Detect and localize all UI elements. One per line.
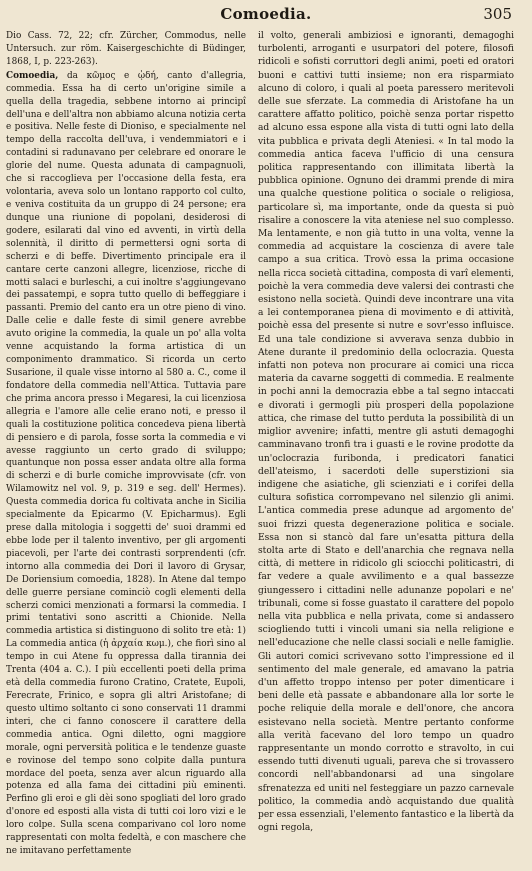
page-header	[0, 0, 532, 28]
headword: Comoedia,	[6, 70, 59, 81]
entry-comoedia	[6, 70, 246, 858]
continued-paragraph: il volto, generali ambiziosi e ignoranti, demagoghi turbolenti, arroganti e usurpatori del potere, filosofi ridicoli e sofisti corruttori degli animi, poeti ed oratori buoni e cattivi tutti insieme; non era risparmiato alcuno di coloro, i quali al poeta paressero meritevoli delle sue sferzate. La commedia di Aristofane ha un carattere affatto politico, poichè senza portar rispetto ad alcuno essa espone alla vista di tutti ogni lato della vita pubblica e privata degli Ateniesi. « In tal modo la commedia antica faceva l'ufficio di una censura politica rappresentando con illimitata libertà la pubblica opinione. Ognuno dei drammi prende di mira una qualche questione politica o sociale o religiosa, particolare sì, ma importante, onde da questa si può risalire a conoscere la vita ateniese nel suo complesso. Ma lentamente, e non già tutto in una volta, venne la commedia ad acquistare la coscienza di avere tale campo a sua critica. Trovò essa la prima occasione nella ricca società cittadina, composta di varî elementi, poichè la vera commedia deve valersi dei contrasti che esistono nella società. Quindi deve incontrare una vita a lei contemporanea piena di movimento e di attività, poichè essa del presente si nutre e sovr'esso influisce. Ed una tale condizione si avverava senza dubbio in Atene durante il predominio della oclocrazia. Questa infatti non poteva non procurare ai comici una ricca materia da cavarne soggetti di commedia. E realmente in pochi anni la democrazia ebbe a tal segno intaccati e divorati i germogli più prosperi della popolazione attica, che rimase del tutto perduta la possibilità di un miglior avvenire; infatti, mentre gli astuti demagoghi camminavano tronfi tra i guasti e le rovine prodotte da un'oclocrazia furibonda, i predicatori fanatici dell'ateismo, i sacerdoti delle superstizioni sia indigene che asiatiche, gli scienziati e i corifei della cultura sofistica corrompevano nel silenzio gli animi. L'antica commedia prese adunque ad argomento de' suoi frizzi questa degenerazione politica e sociale. Essa non si stancò dal fare un'esatta pittura della stolta arte di Stato e dell'anarchia che regnava nella città, di mettere in ridicolo gli sciocchi politicastri, di far vedere a quale avvilimento e a qual bassezze giungessero i cittadini nelle adunanze popolari e ne' tribunali, come si fosse guastato il carattere del popolo nella vita pubblica e nella privata, come si andassero sciogliendo tutti i vincoli umani sia nella religione e nell'educazione che nelle classi sociali e nelle famiglie. Gli autori comici scrivevano sotto l'impressione ed il sentimento del male generale, ed amavano la patria d'un affetto troppo intenso per poter dimenticare i beni delle età passate e abbandonare alla lor sorte le poche reliquie della morale e dell'onore, che ancora esistevano nella società. Mentre pertanto conforme alla verità facevano del loro tempo un quadro rappresentante un mondo corrotto e stravolto, in cui essendo tutti divenuti uguali, pareva che si trovassero concordi nell'abbandonarsi ad una singolare sfrenatezza ed uniti nel festeggiare un pazzo carnevale politico, la commedia andò acquistando due qualità per essa essenziali, l'elemento fantastico e la libertà da ogni regola,	[258, 31, 514, 834]
running-title: Comoedia.	[220, 5, 312, 23]
page-number: 305	[483, 5, 512, 23]
reference-paragraph: Dio Cass. 72, 22; cfr. Zürcher, Commodus, nelle Untersuch. zur röm. Kaisergeschichte di Büdinger, 1868, I, p. 223-263).	[6, 31, 246, 67]
right-column	[258, 30, 514, 835]
left-column	[6, 30, 246, 858]
entry-body: da κῶμος e ᾠδή, canto d'allegria, commedia. Essa ha di certo un'origine simile a quella della tragedia, sebbene intorno ai principî dell'una e dell'altra non abbiamo alcuna notizia certa e positiva. Nelle feste di Dioniso, e specialmente nel tempo della raccolta dell'uva, i vendemmiatori e i contadini si radunavano per celebrare ed onorare le glorie del nume. Questa adunata di campagnuoli, che si raccoglieva per l'occasione della festa, era volontaria, aveva solo un lontano rapporto col culto, e veniva costituita da un gruppo di 24 persone; era dunque una riunione di popolani, desiderosi di godere, esilarati dal vino ed avventi, in virtù della solennità, il diritto di permettersi ogni sorta di scherzi e di beffe. Divertimento principale era il cantare certe canzoni allegre, licenziose, ricche di motti salaci e burleschi, a cui inoltre s'aggiungevano dei passatempi, e sopra tutto quello di beffeggiare i passanti. Premio del canto era un otre pieno di vino. Dalle celie e dalle feste di simil genere avrebbe avuto origine la commedia, la quale un po' alla volta venne acquistando la forma artistica di un componimento drammatico. Si ricorda un certo Susarione, il quale visse intorno al 580 a. C., come il fondatore della commedia nell'Attica. Tuttavia pare che prima ancora presso i Megaresi, la cui licenziosa allegria e l'amore alle celie erano noti, e presso il quali la costituzione politica concedeva piena libertà di pensiero e di parola, fosse sorta la commedia e vi avesse raggiunto un certo grado di sviluppo; quantunque non possa esser andata oltre alla forma di scherzi e di burle comiche improvvisate (cfr. von Wilamowitz nel vol. 9, p. 319 e seg. dell' Hermes). Questa commedia dorica fu coltivata anche in Sicilia specialmente da Epicarmo (V. Epicharmus). Egli prese dalla mitologia i soggetti de' suoi drammi ed ebbe lode per il talento inventivo, per gli argomenti piacevoli, per l'arte dei contrasti sorprendenti (cfr. intorno alla commedia dei Dori il lavoro di Grysar, De Doriensium comoedia, 1828). In Atene dal tempo delle guerre persiane cominciò cogli elementi della scherzi comici menzionati a formarsi la commedia. I primi tentativi sono ascritti a Chionide. Nella commedia artistica si distinguono di solito tre età: 1) La commedia antica (ἡ ἀρχαία κωμ.), che fiorì sino al tempo in cui Atene fu oppressa dalla tirannia dei Trenta (404 a. C.). I più eccellenti poeti della prima età della commedia furono Cratino, Cratete, Eupoli, Ferecrate, Frinico, e sopra gli altri Aristofane; di questo ultimo soltanto ci sono conservati 11 drammi interi, che ci fanno conoscere il carattere della commedia antica. Ogni diletto, ogni maggiore morale, ogni perversità politica e le tendenze guaste e rovinose del tempo sono colpite dalla puntura mordace del poeta, senza aver alcun riguardo alla potenza ed alla fama dei cittadini più eminenti. Perfino gli eroi e gli dèi sono spogliati del loro grado d'onore ed esposti alla vista di tutti coi loro vizi e le loro colpe. Sulla scena comparivano col loro nome rappresentati con molta fedeltà, e con maschere che ne imitavano perfettamente	[6, 70, 246, 857]
